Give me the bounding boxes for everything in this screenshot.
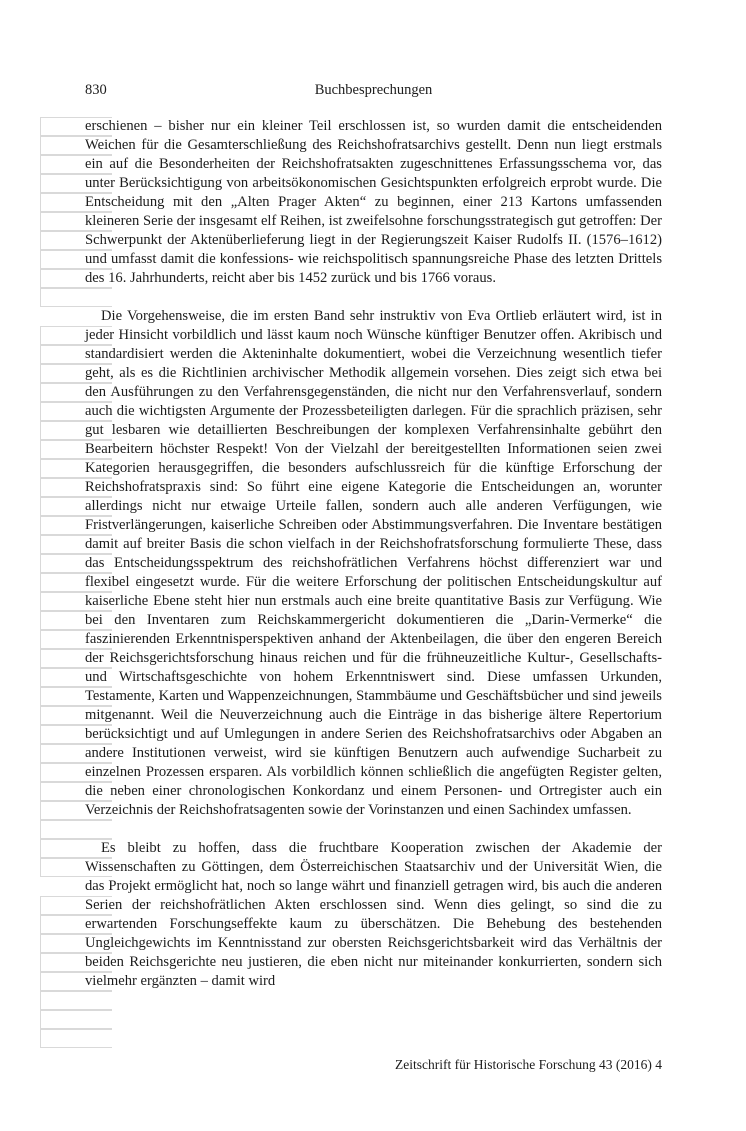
margin-line-guide (40, 991, 112, 1010)
body-text (85, 117, 662, 991)
running-head (85, 82, 662, 102)
section-title: Buchbesprechungen (314, 82, 433, 98)
paragraph-outlook: Es bleibt zu hoffen, dass die fruchtbare Kooperation zwischen der Akademie der Wissenschaften zu Göttingen, dem Österreichischen Staatsarchiv und der Universität Wien, die das Projekt ermöglicht hat, noch so lange währt und finanziell getragen wird, bis auch die anderen Serien der reichshofrätlichen Akten erschlossen sind. Wenn dies gelingt, so sind die zu erwartenden Forschungseffekte kaum zu überschätzen. Die Behebung des bestehenden Ungleichgewichts im Kenntnisstand zur obersten Reichsgerichtsbarkeit wird das Verhältnis der beiden Reichsgerichte neu justieren, die eben nicht nur miteinander konkurrierten, sondern sich vielmehr ergänzten – damit wird (85, 840, 662, 989)
margin-line-guide (40, 1010, 112, 1029)
paragraph-continuation: erschienen – bisher nur ein kleiner Teil erschlossen ist, so wurden damit die entscheidenden Weichen für die Gesamterschließung des Reichshofratsarchivs gestellt. Denn nun liegt erstmals ein auf die Besonderheiten der Reichshofratsakten zugeschnittenes Erfassungsschema vor, das unter Berücksichtigung von arbeitsökonomischen Gesichtspunkten erfolgreich erprobt wurde. Die Entscheidung mit den „Alten Prager Akten“ zu beginnen, einer 213 Kartons umfassenden kleineren Serie der insgesamt elf Reihen, ist zweifelsohne forschungsstrategisch gut getroffen: Der Schwerpunkt der Aktenüberlieferung liegt in der Regierungszeit Kaiser Rudolfs II. (1576–1612) und umfasst damit die konfessions- wie reichspolitisch spannungsreiche Phase des letzten Drittels des 16. Jahrhunderts, reicht aber bis 1452 zurück und bis 1766 voraus. (85, 118, 662, 286)
journal-footer: Zeitschrift für Historische Forschung 43 (2016) 4 (395, 1057, 662, 1072)
page-number: 830 (85, 82, 107, 98)
margin-line-guide (40, 1029, 112, 1048)
paragraph-methodology: Die Vorgehensweise, die im ersten Band sehr instruktiv von Eva Ortlieb erläutert wird, ist in jeder Hinsicht vorbildlich und lässt kaum noch Wünsche künftiger Benutzer offen. Akribisch und standardisiert werden die Akteninhalte dokumentiert, wobei die Verzeichnung wesentlich tiefer geht, als es die Richtlinien archivischer Methodik allgemein vorsehen. Dies zeigt sich etwa bei den Ausführungen zu den Verfahrensgegenständen, die nicht nur den Verfahrensverlauf, sondern auch die wichtigsten Argumente der Prozessbeteiligten darlegen. Für die sprachlich präzisen, sehr gut lesbaren wie detaillierten Beschreibungen der komplexen Verfahrensinhalte gebührt den Bearbeitern höchster Respekt! Von der Vielzahl der bereitgestellten Informationen seien zwei Kategorien herausgegriffen, die besonders aufschlussreich für die künftige Erforschung der Reichshofratspraxis sind: So führt eine eigene Kategorie die Entscheidungen an, worunter allerdings nicht nur etwaige Urteile fallen, sondern auch alle anderen Verfügungen, wie Fristverlängerungen, kaiserliche Schreiben oder Abstimmungsverfahren. Die Inventare bestätigen damit auf breiter Basis die schon vielfach in der Reichshofratsforschung formulierte These, dass das Entscheidungsspektrum des reichshofrätlichen Verfahrens höchst differenziert war und flexibel eingesetzt wurde. Für die weitere Erforschung der politischen Entscheidungskultur auf kaiserliche Ebene steht hier nun erstmals auch eine breite quantitative Basis zur Verfügung. Wie bei den Inventaren zum Reichskammergericht dokumentieren die „Darin-Vermerke“ die faszinierenden Erkenntnisperspektiven anhand der Aktenbeilagen, die über den engeren Bereich der Reichsgerichtsforschung hinaus reichen und für die frühneuzeitliche Kultur-, Gesellschafts- und Wirtschaftsgeschichte von hohem Erkenntniswert sind. Diese umfassen Urkunden, Testamente, Karten und Wappenzeichnungen, Stammbäume und Geschäftsbücher und sind jeweils mitgenannt. Weil die Neuverzeichnung auch die Einträge in das bisherige ältere Repertorium berücksichtigt und auf Umlegungen in andere Serien des Reichshofratsarchivs oder Abgaben an andere Institutionen verweist, wird sie künftigen Benutzern auch aufwendige Sucharbeit zu einzelnen Prozessen ersparen. Als vorbildlich können schließlich die angefügten Register gelten, die neben einer chronologischen Konkordanz und einem Personen- und Ortregister auch ein Verzeichnis der Reichshofratsagenten sowie der Vorinstanzen und einen Sachindex umfassen. (85, 308, 662, 818)
